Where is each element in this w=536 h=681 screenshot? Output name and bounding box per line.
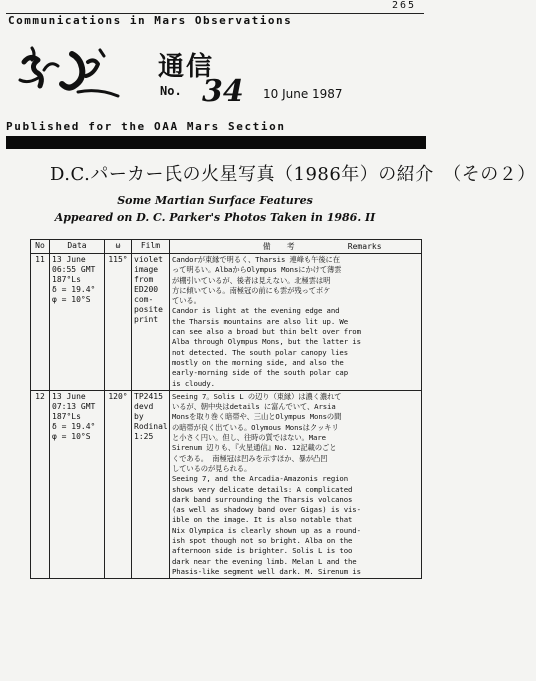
issue-number: 34 [202,74,244,109]
header-remarks-label: Remarks [347,242,382,251]
data-line: 06:55 GMT [52,265,96,274]
remarks-line: Candorが東縁で明るく、Tharsis 連峰も午後に在 [172,255,340,264]
remarks-line: いるが、朝中央はdetails に富んでいて、Arsia [172,402,336,412]
remarks-line: しているのが見られる。 [172,463,252,473]
film-line: TP2415 [134,391,163,401]
data-line: 187°Ls [52,411,81,421]
remarks-line: って明るい。AlbaからOlympus Monsにかけて薄雲 [172,265,342,275]
remarks-line: afternoon side is brighter. Solis L is too [172,546,353,556]
remarks-line: Phasis-like segment well dark. M. Sirenum is [172,566,361,576]
issue-prefix: No. [160,84,182,98]
remarks-line: Nix Olympica is clearly shown up as a round- [172,525,361,535]
remarks-line: の暗帯が良く出ている。Olymous Monsはクッキリ [172,422,339,432]
article-title-english-1: Some Martian Surface Features [117,194,313,207]
data-line: δ = 19.4° [52,285,96,294]
observation-data [50,254,105,391]
remarks-line: ish spot though not so bright. Alba on the [172,536,353,546]
remarks-line: shows very delicate details: A complicated [172,484,353,494]
header-bar [6,136,426,149]
data-line: 13 June [52,391,86,401]
header-no: No [31,240,50,254]
remarks-line: Seeing 7, and the Arcadia-Amazonis region [172,474,349,484]
header-remarks [170,240,422,254]
header-omega: ω [105,240,132,254]
remarks-line: ible on the image. It is also notable that [172,515,353,525]
film-line: com- [134,295,154,304]
remarks-line: Monsを取り巻く暗帯や、三山とOlympus Monsの間 [172,412,342,422]
remarks-text [170,390,422,578]
remarks-text [170,254,422,391]
remarks-line: the Tharsis mountains are also lit up. We [172,316,349,326]
remarks-line: dark band surrounding the Tharsis volcanos [172,494,353,504]
data-line: 07:13 GMT [52,401,96,411]
journal-title: Communications in Mars Observations [8,14,293,27]
article-title-english-2: Appeared on D. C. Parker's Photos Taken in 1986. II [54,211,376,224]
remarks-line: Sirenum 辺りも、『火星通信』No. 12記載のごと [172,443,337,453]
film-info [132,254,170,391]
film-line: Rodinal [134,421,168,431]
film-line: devd [134,401,154,411]
table-header-row [31,240,422,254]
data-line: φ = 10°S [52,295,91,304]
remarks-line: と小さく円い。但し、往時の質ではない。Mare [172,433,326,443]
central-meridian: 120° [105,390,132,578]
row-number: 12 [31,390,50,578]
film-info [132,390,170,578]
remarks-line: Alba through Olympus Mons, but the latter is [172,337,361,347]
header-bikou: 備 考 [262,242,295,251]
table-row [31,254,422,391]
remarks-line: dark near the evening limb. Melan L and the [172,556,357,566]
remarks-line: is cloudy. [172,378,215,388]
table-row [31,390,422,578]
header-film: Film [132,240,170,254]
remarks-line: early-morning side of the south polar cap [172,368,349,378]
film-line: print [134,315,159,324]
film-line: posite [134,305,163,314]
film-line: 1:25 [134,431,154,441]
remarks-line: が棚引いているが、後者は見えない。北極雲は明 [172,275,331,285]
row-number: 11 [31,254,50,391]
data-line: δ = 19.4° [52,421,96,431]
remarks-line: くである。 南極冠は凹みを示すほか、暴が凸凹 [172,453,328,463]
observation-table [30,239,422,579]
data-line: 13 June [52,255,86,264]
data-line: 187°Ls [52,275,81,284]
film-line: image [134,265,159,274]
tsushin-title: 通信 [158,52,215,82]
calligraphy-logo [14,40,134,104]
central-meridian: 115° [105,254,132,391]
remarks-line: not detected. The south polar canopy lies [172,347,349,357]
remarks-line: Seeing 7。Solis L の辺り（東縁）は濃く濃れて [172,391,342,401]
remarks-line: can see also a broad but thin belt over from [172,327,361,337]
remarks-line: 方に傾いている。南極冠の前にも雲が残ってボケ [172,285,331,295]
film-line: by [134,411,144,421]
observation-data [50,390,105,578]
film-line: from [134,275,154,284]
remarks-line: (as well as shadowy band over Gigas) is vis- [172,505,361,515]
remarks-line: Candor is light at the evening edge and [172,306,340,316]
header-data: Data [50,240,105,254]
page-number: 265 [391,0,416,11]
remarks-line: ている。 [172,296,201,306]
data-line: φ = 10°S [52,431,91,441]
remarks-line: mostly on the morning side, and also the [172,357,344,367]
film-line: violet [134,255,163,264]
issue-date: 10 June 1987 [263,87,343,101]
article-title-japanese: D.C.パーカー氏の火星写真（1986年）の紹介 （その２） [50,164,536,185]
published-for: Published for the OAA Mars Section [6,120,286,133]
film-line: ED200 [134,285,159,294]
